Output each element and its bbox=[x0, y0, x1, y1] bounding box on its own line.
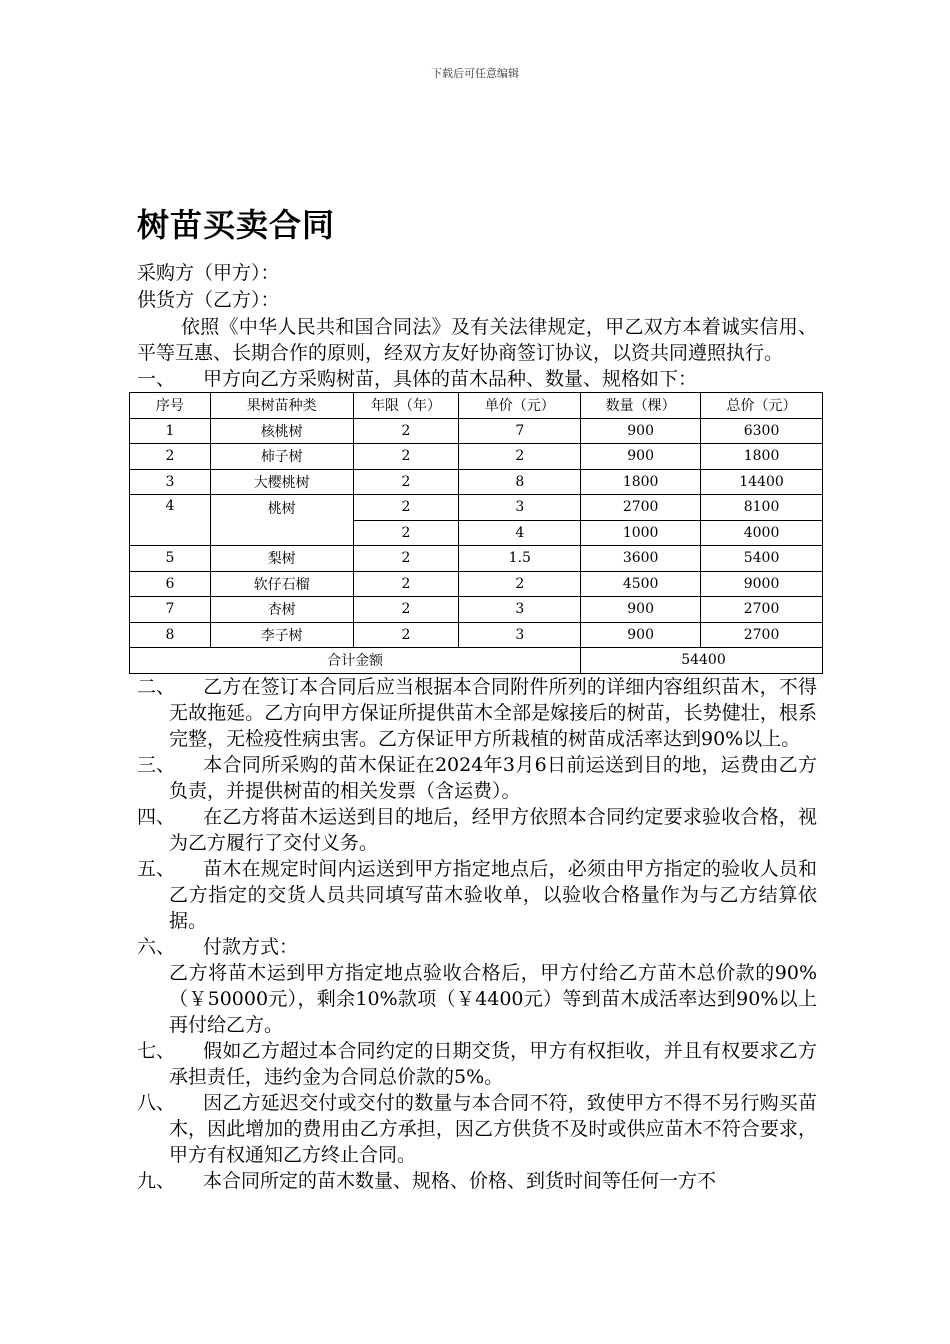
cell-price: 8 bbox=[459, 469, 581, 495]
cell-total: 6300 bbox=[701, 418, 823, 444]
cell-name: 柿子树 bbox=[210, 444, 353, 470]
clause-text: 本合同所定的苗木数量、规格、价格、到货时间等任何一方不 bbox=[203, 1169, 717, 1192]
tree-table bbox=[129, 392, 823, 674]
clause-number: 三、 bbox=[137, 753, 176, 776]
payment-paragraph: 乙方将苗木运到甲方指定地点验收合格后，甲方付给乙方苗木总价款的90%（￥50000元），剩余10%款项（￥4400元）等到苗木成活率达到90%以上再付给乙方。 bbox=[169, 961, 817, 1036]
cell-price: 2 bbox=[459, 571, 581, 597]
cell-qty: 3600 bbox=[581, 546, 701, 572]
cell-qty: 900 bbox=[581, 622, 701, 648]
clause-number: 一、 bbox=[137, 368, 176, 390]
table-row bbox=[130, 469, 823, 495]
cell-no: 7 bbox=[130, 597, 211, 623]
clause-text: 甲方向乙方采购树苗，具体的苗木品种、数量、规格如下： bbox=[203, 368, 698, 390]
cell-qty: 1000 bbox=[581, 520, 701, 546]
cell-name: 梨树 bbox=[210, 546, 353, 572]
clause-5 bbox=[137, 856, 817, 934]
cell-years: 2 bbox=[353, 444, 459, 470]
cell-price: 3 bbox=[459, 597, 581, 623]
clause-3 bbox=[137, 752, 817, 804]
clause-text: 因乙方延迟交付或交付的数量与本合同不符，致使甲方不得不另行购买苗木，因此增加的费用由乙方承担，因乙方供货不及时或供应苗木不符合要求，甲方有权通知乙方终止合同。 bbox=[169, 1091, 817, 1166]
clause-text: 在乙方将苗木运送到目的地后，经甲方依照本合同约定要求验收合格，视为乙方履行了交付义务。 bbox=[169, 805, 817, 854]
cell-total: 8100 bbox=[701, 495, 823, 521]
cell-qty: 900 bbox=[581, 444, 701, 470]
cell-qty: 4500 bbox=[581, 571, 701, 597]
cell-no: 6 bbox=[130, 571, 211, 597]
clause-number: 八、 bbox=[137, 1091, 176, 1114]
clause-7 bbox=[137, 1038, 817, 1090]
cell-years: 2 bbox=[353, 622, 459, 648]
cell-no: 4 bbox=[130, 495, 211, 546]
cell-years: 2 bbox=[353, 546, 459, 572]
intro-paragraph: 依照《中华人民共和国合同法》及有关法律规定，甲乙双方本着诚实信用、平等互惠、长期合作的原则，经双方友好协商签订协议，以资共同遵照执行。 bbox=[137, 316, 817, 364]
table-row bbox=[130, 546, 823, 572]
cell-name: 核桃树 bbox=[210, 418, 353, 444]
clause-number: 七、 bbox=[137, 1039, 176, 1062]
total-label: 合计金额 bbox=[130, 648, 581, 674]
clause-number: 五、 bbox=[137, 857, 176, 880]
cell-name: 桃树 bbox=[210, 495, 353, 546]
cell-price: 3 bbox=[459, 622, 581, 648]
cell-qty: 1800 bbox=[581, 469, 701, 495]
table-row bbox=[130, 444, 823, 470]
col-header: 年限（年） bbox=[353, 393, 459, 419]
cell-price: 1.5 bbox=[459, 546, 581, 572]
clause-number: 六、 bbox=[137, 935, 176, 958]
cell-name: 软仔石榴 bbox=[210, 571, 353, 597]
page-header-note: 下载后可任意编辑 bbox=[431, 67, 519, 80]
seller-line: 供货方（乙方）： bbox=[137, 289, 280, 311]
clause-text: 乙方在签订本合同后应当根据本合同附件所列的详细内容组织苗木，不得无故拖延。乙方向甲方保证所提供苗木全部是嫁接后的树苗，长势健壮，根系完整，无检疫性病虫害。乙方保证甲方所栽植的树苗成活率达到90%以上。 bbox=[169, 675, 817, 750]
table-row bbox=[130, 418, 823, 444]
clause-text: 苗木在规定时间内运送到甲方指定地点后，必须由甲方指定的验收人员和乙方指定的交货人员共同填写苗木验收单，以验收合格量作为与乙方结算依据。 bbox=[169, 857, 817, 932]
buyer-line: 采购方（甲方）： bbox=[137, 262, 280, 284]
clause-number: 二、 bbox=[137, 675, 176, 698]
table-total-row bbox=[130, 648, 823, 674]
table-row bbox=[130, 597, 823, 623]
col-header: 序号 bbox=[130, 393, 211, 419]
cell-total: 1800 bbox=[701, 444, 823, 470]
cell-qty: 900 bbox=[581, 418, 701, 444]
cell-total: 2700 bbox=[701, 597, 823, 623]
clause-text: 付款方式： bbox=[203, 935, 299, 958]
clause-6 bbox=[137, 934, 817, 960]
cell-name: 李子树 bbox=[210, 622, 353, 648]
cell-years: 2 bbox=[353, 571, 459, 597]
col-header: 单价（元） bbox=[459, 393, 581, 419]
cell-years: 2 bbox=[353, 418, 459, 444]
cell-total: 5400 bbox=[701, 546, 823, 572]
cell-name: 大樱桃树 bbox=[210, 469, 353, 495]
clause-number: 九、 bbox=[137, 1169, 176, 1192]
col-header: 总价（元） bbox=[701, 393, 823, 419]
contract-body bbox=[137, 200, 817, 1194]
clause-2 bbox=[137, 674, 817, 752]
cell-years: 2 bbox=[353, 495, 459, 521]
table-header-row bbox=[130, 393, 823, 419]
cell-price: 2 bbox=[459, 444, 581, 470]
table-row bbox=[130, 571, 823, 597]
col-header: 果树苗种类 bbox=[210, 393, 353, 419]
cell-total: 4000 bbox=[701, 520, 823, 546]
cell-qty: 900 bbox=[581, 597, 701, 623]
cell-total: 9000 bbox=[701, 571, 823, 597]
clause-4 bbox=[137, 804, 817, 856]
cell-qty: 2700 bbox=[581, 495, 701, 521]
cell-total: 14400 bbox=[701, 469, 823, 495]
clause-number: 四、 bbox=[137, 805, 176, 828]
cell-no: 8 bbox=[130, 622, 211, 648]
cell-no: 2 bbox=[130, 444, 211, 470]
cell-years: 2 bbox=[353, 597, 459, 623]
clause-1 bbox=[137, 366, 817, 392]
cell-price: 4 bbox=[459, 520, 581, 546]
col-header: 数量（棵） bbox=[581, 393, 701, 419]
total-value: 54400 bbox=[581, 648, 823, 674]
cell-years: 2 bbox=[353, 469, 459, 495]
clause-8 bbox=[137, 1090, 817, 1168]
cell-years: 2 bbox=[353, 520, 459, 546]
cell-total: 2700 bbox=[701, 622, 823, 648]
table-row bbox=[130, 495, 823, 521]
document-title: 树苗买卖合同 bbox=[137, 206, 336, 244]
cell-price: 7 bbox=[459, 418, 581, 444]
clause-9 bbox=[137, 1168, 817, 1194]
table-row bbox=[130, 622, 823, 648]
cell-name: 杏树 bbox=[210, 597, 353, 623]
cell-no: 1 bbox=[130, 418, 211, 444]
clause-text: 假如乙方超过本合同约定的日期交货，甲方有权拒收，并且有权要求乙方承担责任，违约金为合同总价款的5%。 bbox=[169, 1039, 817, 1088]
cell-price: 3 bbox=[459, 495, 581, 521]
clause-text: 本合同所采购的苗木保证在2024年3月6日前运送到目的地，运费由乙方负责，并提供树苗的相关发票（含运费）。 bbox=[169, 753, 817, 802]
cell-no: 3 bbox=[130, 469, 211, 495]
cell-no: 5 bbox=[130, 546, 211, 572]
